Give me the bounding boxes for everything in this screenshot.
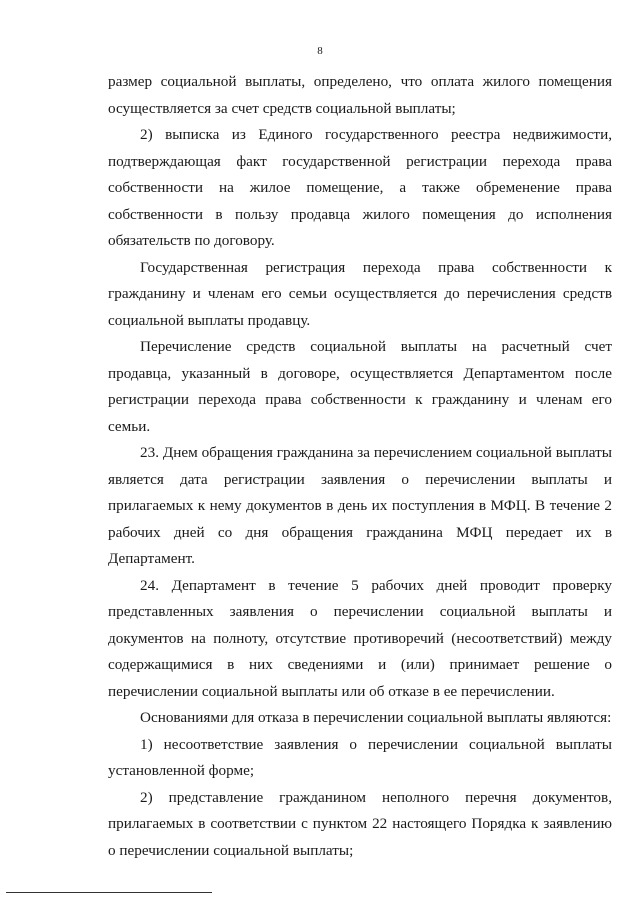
paragraph-refusal-item-2: 2) представление гражданином неполного перечня документов, прилагаемых в соответствии с пунктом 22 настоящего Порядка к заявлению о перечислении социальной выплаты; [108,788,612,859]
footnote-rule [6,892,212,893]
paragraph-item-2-extract: 2) выписка из Единого государственного реестра недвижимости, подтверждающая факт государственной регистрации перехода права собственности на жилое помещение, а также обременение права собственности в пользу продавца жилого помещения до исполнения обязательств по договору. [108,126,612,249]
document-body [108,69,612,864]
paragraph-refusal-grounds: Основаниями для отказа в перечислении социальной выплаты являются: [140,709,612,726]
paragraph-clause-24: 24. Департамент в течение 5 рабочих дней проводит проверку представленных заявления о перечислении социальной выплаты и документов на полноту, отсутствие противоречий (несоответствий) между содержащимися в них сведениями и (или) принимает решение о перечислении социальной выплаты или об отказе в ее перечислении. [108,576,612,700]
paragraph-clause-23: 23. Днем обращения гражданина за перечислением социальной выплаты является дата регистрации заявления о перечислении выплаты и прилагаемых к нему документов в день их поступления в МФЦ. В течение 2 рабочих дней со дня обращения гражданина МФЦ передает их в Департамент. [108,444,612,567]
paragraph-refusal-item-1: 1) несоответствие заявления о перечислении социальной выплаты установленной форме; [108,735,612,779]
paragraph-state-registration: Государственная регистрация перехода права собственности к гражданину и членам его семьи осуществляется до перечисления средств социальной выплаты продавцу. [108,258,612,329]
paragraph-transfer-of-funds: Перечисление средств социальной выплаты на расчетный счет продавца, указанный в договоре, осуществляется Департаментом после регистрации перехода права собственности к гражданину и членам его семьи. [108,338,612,435]
page-number: 8 [317,45,323,57]
paragraph-continuation: размер социальной выплаты, определено, что оплата жилого помещения осуществляется за счет средств социальной выплаты; [108,73,612,117]
